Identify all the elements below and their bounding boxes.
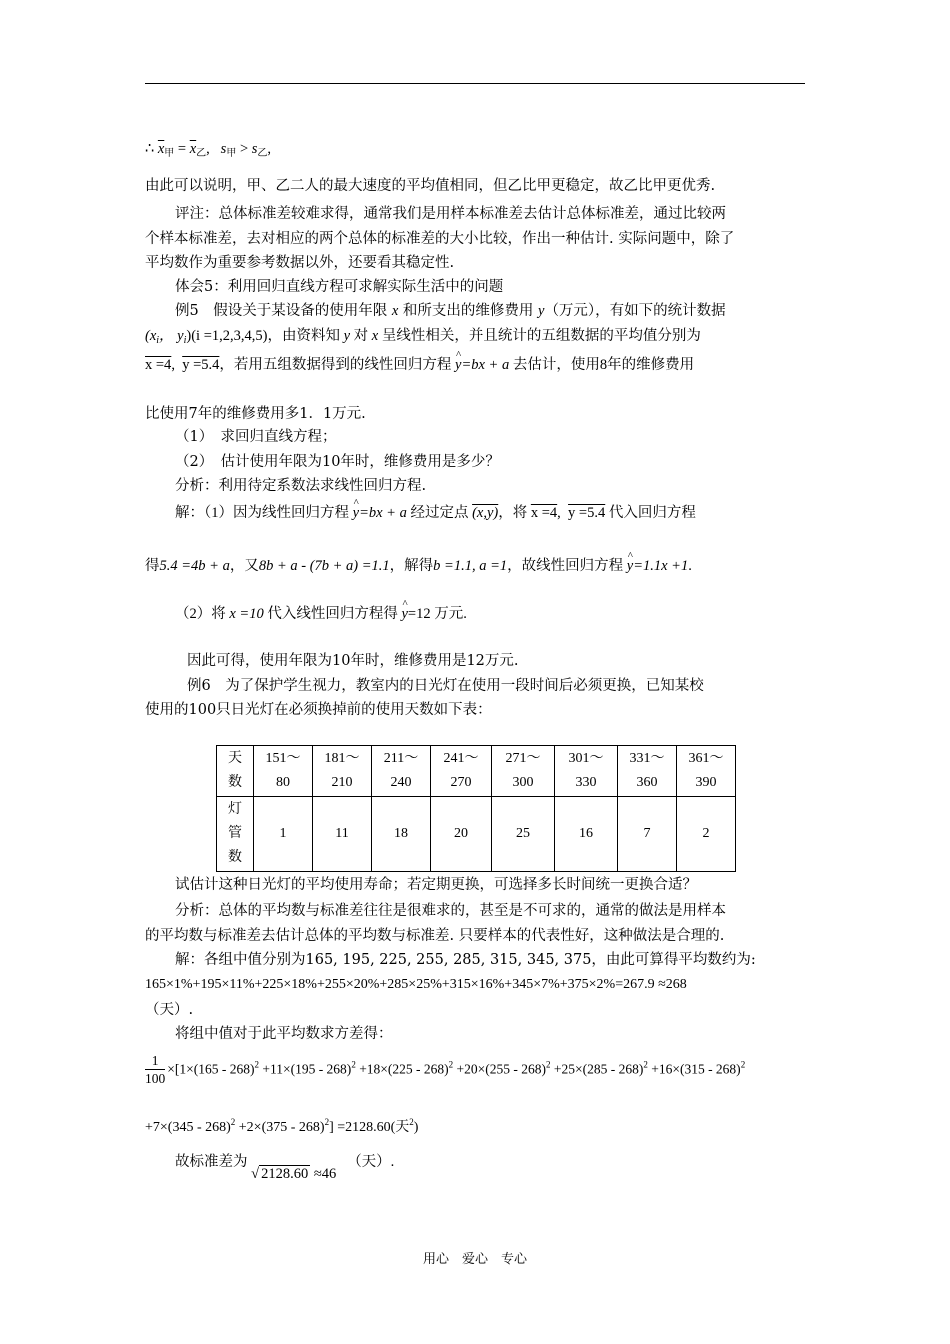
after-table-line-2: 分析：总体的平均数与标准差往往是很难求的，甚至是不可求的，通常的做法是用样本 bbox=[175, 903, 726, 919]
mean-formula: 165×1%+195×11%+225×18%+255×20%+285×25%+315×16%+345×7%+375×2%=267.9 ≈268 bbox=[145, 977, 687, 992]
table-cell: 211～ 240 bbox=[372, 746, 431, 797]
table-cell: 361～ 390 bbox=[677, 746, 736, 797]
lamp-usage-table bbox=[216, 745, 736, 872]
solution-line-2: 得5.4 =4b + a，又8b + a - (7b + a) =1.1，解得b =1.1, a =1，故线性回归方程 ^ y=1.1x +1. bbox=[145, 556, 692, 576]
example-6-line-1: 例6 为了保护学生视力，教室内的日光灯在使用一段时间后必须更换，已知某校 bbox=[187, 678, 704, 694]
table-row bbox=[217, 746, 736, 797]
table-cell: 271～ 300 bbox=[492, 746, 555, 797]
variance-formula-line-1: $\frac{1}{100}$ ×[1×(165 - 268)$^2$ +11×(195 - 268)$^2$ +18×(225 - 268)$^2$ +20×(255 - 268)$^2$ +25×(285 - 268)$^2$ +16×(315 - 268)$^2$ bbox=[145, 1053, 746, 1086]
std-deviation-line: 故标准差为 √ 2128.60 ≈46 （天）. bbox=[175, 1154, 395, 1182]
table-count-label: 灯 管 数 bbox=[217, 797, 254, 872]
question-2: （2） 估计使用年限为10年时，维修费用是多少？ bbox=[175, 454, 500, 470]
mean-comparison: ∴ $\overline{x}_甲 = \overline{x}_乙$, $s_甲 > s_乙$, bbox=[145, 141, 272, 159]
table-row bbox=[217, 797, 736, 872]
comment-line-2: 个样本标准差，去对相应的两个总体的标准差的大小比较，作出一种估计. 实际问题中，除了 bbox=[145, 231, 735, 247]
table-cell: 331～ 360 bbox=[618, 746, 677, 797]
lesson-5-heading: 体会5：利用回归直线方程可求解实际生活中的问题 bbox=[175, 279, 504, 295]
analysis-5: 分析：利用待定系数法求线性回归方程. bbox=[175, 478, 427, 494]
after-table-line-3: 的平均数与标准差去估计总体的平均数与标准差. 只要样本的代表性好，这种做法是合理的. bbox=[145, 928, 725, 944]
example-6-line-2: 使用的100只日光灯在必须换掉前的使用天数如下表： bbox=[145, 702, 492, 718]
table-header-label: 天 数 bbox=[217, 746, 254, 797]
comment-line-3: 平均数作为重要参考数据以外，还要看其稳定性. bbox=[145, 255, 455, 271]
table-cell: 151～ 80 bbox=[254, 746, 313, 797]
table-cell: 25 bbox=[492, 797, 555, 872]
question-1: （1） 求回归直线方程； bbox=[175, 429, 337, 445]
variance-formula-line-2: +7×(345 - 268)$^2$ +2×(375 - 268)$^2$] =2128.60(天$^2$) bbox=[145, 1117, 419, 1135]
table-cell: 241～ 270 bbox=[431, 746, 492, 797]
page-footer: 用心 爱心 专心 bbox=[422, 1252, 527, 1267]
table-cell: 11 bbox=[313, 797, 372, 872]
solution-line-3: （2）将 x =10 代入线性回归方程得 ^ y=12 万元. bbox=[175, 604, 467, 624]
solution-line-1: 解：（1）因为线性回归方程 ^ y=bx + a 经过定点 (x,y)，将 x =4, y =5.4 代入回归方程 bbox=[175, 503, 696, 523]
table-cell: 301～ 330 bbox=[555, 746, 618, 797]
table-cell: 18 bbox=[372, 797, 431, 872]
table-cell: 20 bbox=[431, 797, 492, 872]
table-cell: 1 bbox=[254, 797, 313, 872]
after-table-line-4: 解：各组中值分别为165, 195, 225, 255, 285, 315, 345, 375，由此可算得平均数约为: bbox=[175, 952, 756, 968]
conclusion-5: 因此可得，使用年限为10年时，维修费用是12万元. bbox=[187, 653, 519, 669]
example-5-line-3: x =4, y =5.4，若用五组数据得到的线性回归方程 ^ y=bx + a 去估计，使用8年的维修费用 bbox=[145, 355, 694, 375]
example-5-line-4: 比使用7年的维修费用多1．1万元. bbox=[145, 406, 366, 422]
conclusion-text: 由此可以说明，甲、乙二人的最大速度的平均值相同，但乙比甲更稳定，故乙比甲更优秀. bbox=[145, 178, 716, 194]
example-5-line-1: 例5 假设关于某设备的使用年限 x 和所支出的维修费用 y（万元），有如下的统计数据 bbox=[175, 303, 726, 319]
table-cell: 181～ 210 bbox=[313, 746, 372, 797]
comment-line-1: 评注：总体标准差较难求得，通常我们是用样本标准差去估计总体标准差，通过比较两 bbox=[175, 206, 726, 222]
variance-intro: 将组中值对于此平均数求方差得： bbox=[175, 1026, 393, 1042]
header-rule bbox=[145, 83, 805, 84]
example-5-line-2: ($x_i$， $y_i)(i =1,2,3,4,5)$，由资料知 y 对 x 呈线性相关，并且统计的五组数据的平均值分别为 bbox=[145, 328, 701, 346]
table-cell: 16 bbox=[555, 797, 618, 872]
table-cell: 7 bbox=[618, 797, 677, 872]
table-cell: 2 bbox=[677, 797, 736, 872]
after-table-line-1: 试估计这种日光灯的平均使用寿命；若定期更换，可选择多长时间统一更换合适？ bbox=[175, 877, 697, 893]
mean-unit: （天）. bbox=[145, 1002, 194, 1018]
